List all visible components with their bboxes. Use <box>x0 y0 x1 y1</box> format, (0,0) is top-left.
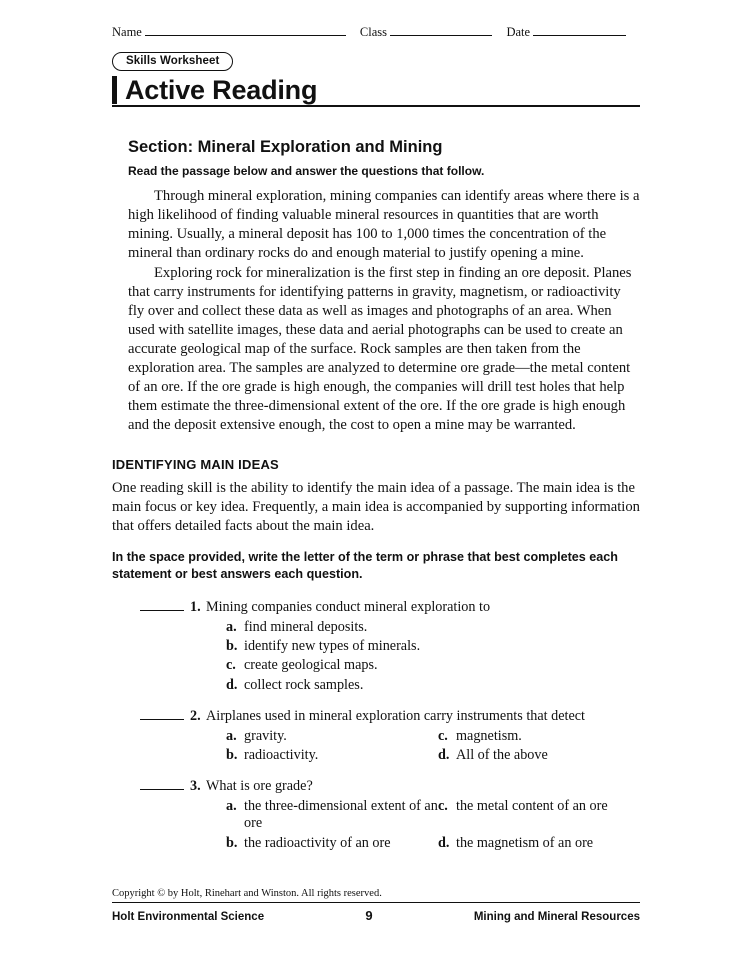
choice-option[interactable] <box>226 638 640 655</box>
class-label: Class <box>359 25 388 39</box>
student-info-line <box>112 24 640 40</box>
choice-text: the three-dimensional extent of an ore <box>244 797 438 832</box>
section-title: Section: Mineral Exploration and Mining <box>128 138 443 157</box>
choice-text: collect rock samples. <box>244 676 364 693</box>
choice-list <box>158 798 640 852</box>
choice-option[interactable] <box>438 798 640 833</box>
question-text: What is ore grade? <box>206 778 313 795</box>
choice-row <box>226 728 640 745</box>
main-ideas-directions: In the space provided, write the letter of the term or phrase that best completes each statement or best answers each question. <box>112 549 618 581</box>
choice-option[interactable] <box>226 747 438 764</box>
choice-option[interactable] <box>226 657 640 674</box>
date-input-blank[interactable] <box>533 24 626 36</box>
choice-text: All of the above <box>456 746 548 763</box>
copyright-notice: Copyright © by Holt, Rinehart and Winston. All rights reserved. <box>112 888 382 899</box>
worksheet-type-badge: Skills Worksheet <box>112 52 233 71</box>
name-label: Name <box>112 25 142 39</box>
passage-paragraph-1: Through mineral exploration, mining companies can identify areas where there is a high likelihood of finding valuable mineral resources in quantities that are worth mining. Usually, a mineral deposit has 100 to 1,000 times the concentration of the mineral than ordinary rocks do and enough material to justify opening a mine. <box>128 188 640 262</box>
question-text: Mining companies conduct mineral exploration to <box>206 598 491 615</box>
page-title: Active Reading <box>125 75 318 105</box>
choice-letter: a. <box>226 618 237 635</box>
choice-option[interactable] <box>438 728 640 745</box>
choice-row <box>226 835 640 852</box>
choice-row <box>226 798 640 833</box>
answer-blank[interactable] <box>140 719 184 720</box>
question-number: 2. <box>190 707 201 724</box>
passage-text <box>112 187 640 435</box>
main-ideas-heading: IDENTIFYING MAIN IDEAS <box>112 456 279 472</box>
choice-list <box>158 619 640 694</box>
choice-text: the radioactivity of an ore <box>244 834 391 851</box>
choice-letter: a. <box>226 797 237 814</box>
choice-letter: a. <box>226 727 237 744</box>
choice-text: the magnetism of an ore <box>456 834 594 851</box>
choice-letter: b. <box>226 637 238 654</box>
worksheet-title-row <box>112 76 640 107</box>
passage-paragraph-2: Exploring rock for mineralization is the first step in finding an ore deposit. Planes that carry instruments for identifying patterns in gravity, magnetism, or radioactivity fly over and collect these data as well as images and photographs of an area. When used with satellite images, these data and aerial photographs can be used to create an accurate geological map of the surface. Rock samples are then taken from the exploration area. The samples are analyzed to determine ore grade—the metal content of an ore. If the ore grade is high enough, the companies will drill test holes that help them estimate the three-dimensional extent of the ore. If the ore grade is high enough and the deposit extensive enough, the cost to open a mine may be warranted. <box>128 265 632 433</box>
question-item <box>112 778 640 852</box>
name-input-blank[interactable] <box>145 24 346 36</box>
answer-blank[interactable] <box>140 610 184 611</box>
class-input-blank[interactable] <box>390 24 492 36</box>
choice-text: magnetism. <box>456 727 522 744</box>
choice-letter: c. <box>438 727 448 744</box>
choice-option[interactable] <box>438 835 640 852</box>
choice-text: radioactivity. <box>244 746 319 763</box>
choice-option[interactable] <box>226 835 438 852</box>
page-content <box>112 24 640 852</box>
worksheet-header <box>112 51 640 107</box>
choice-letter: d. <box>438 746 450 763</box>
choice-letter: d. <box>438 834 450 851</box>
choice-list <box>158 728 640 765</box>
choice-letter: d. <box>226 676 238 693</box>
question-number: 1. <box>190 598 201 615</box>
date-label: Date <box>506 25 531 39</box>
choice-letter: b. <box>226 746 238 763</box>
choice-text: find mineral deposits. <box>244 618 368 635</box>
page-footer <box>112 888 640 923</box>
footer-chapter-title: Mining and Mineral Resources <box>473 911 640 923</box>
questions-list <box>112 599 640 852</box>
choice-text: gravity. <box>244 727 287 744</box>
question-number: 3. <box>190 778 201 795</box>
answer-blank[interactable] <box>140 789 184 790</box>
choice-letter: c. <box>226 657 236 674</box>
title-accent-bar <box>112 76 117 104</box>
question-item <box>112 708 640 764</box>
footer-book-title: Holt Environmental Science <box>112 911 265 923</box>
choice-letter: b. <box>226 834 238 851</box>
main-ideas-paragraph: One reading skill is the ability to identify the main idea of a passage. The main idea is the main focus or key idea. Frequently, a main idea is accompanied by supporting information that offers detailed facts about the main idea. <box>112 479 640 534</box>
choice-option[interactable] <box>226 728 438 745</box>
choice-text: the metal content of an ore <box>456 797 608 814</box>
page-number: 9 <box>365 908 373 923</box>
question-text: Airplanes used in mineral exploration carry instruments that detect <box>206 707 586 724</box>
choice-option[interactable] <box>438 747 640 764</box>
choice-text: create geological maps. <box>244 657 378 674</box>
choice-option[interactable] <box>226 677 640 694</box>
question-item <box>112 599 640 694</box>
footer-row <box>112 908 640 923</box>
choice-text: identify new types of minerals. <box>244 637 421 654</box>
choice-option[interactable] <box>226 798 438 833</box>
choice-letter: c. <box>438 797 448 814</box>
footer-divider <box>112 902 640 903</box>
section-instruction: Read the passage below and answer the questions that follow. <box>128 164 485 179</box>
choice-option[interactable] <box>226 619 640 636</box>
choice-row <box>226 747 640 764</box>
